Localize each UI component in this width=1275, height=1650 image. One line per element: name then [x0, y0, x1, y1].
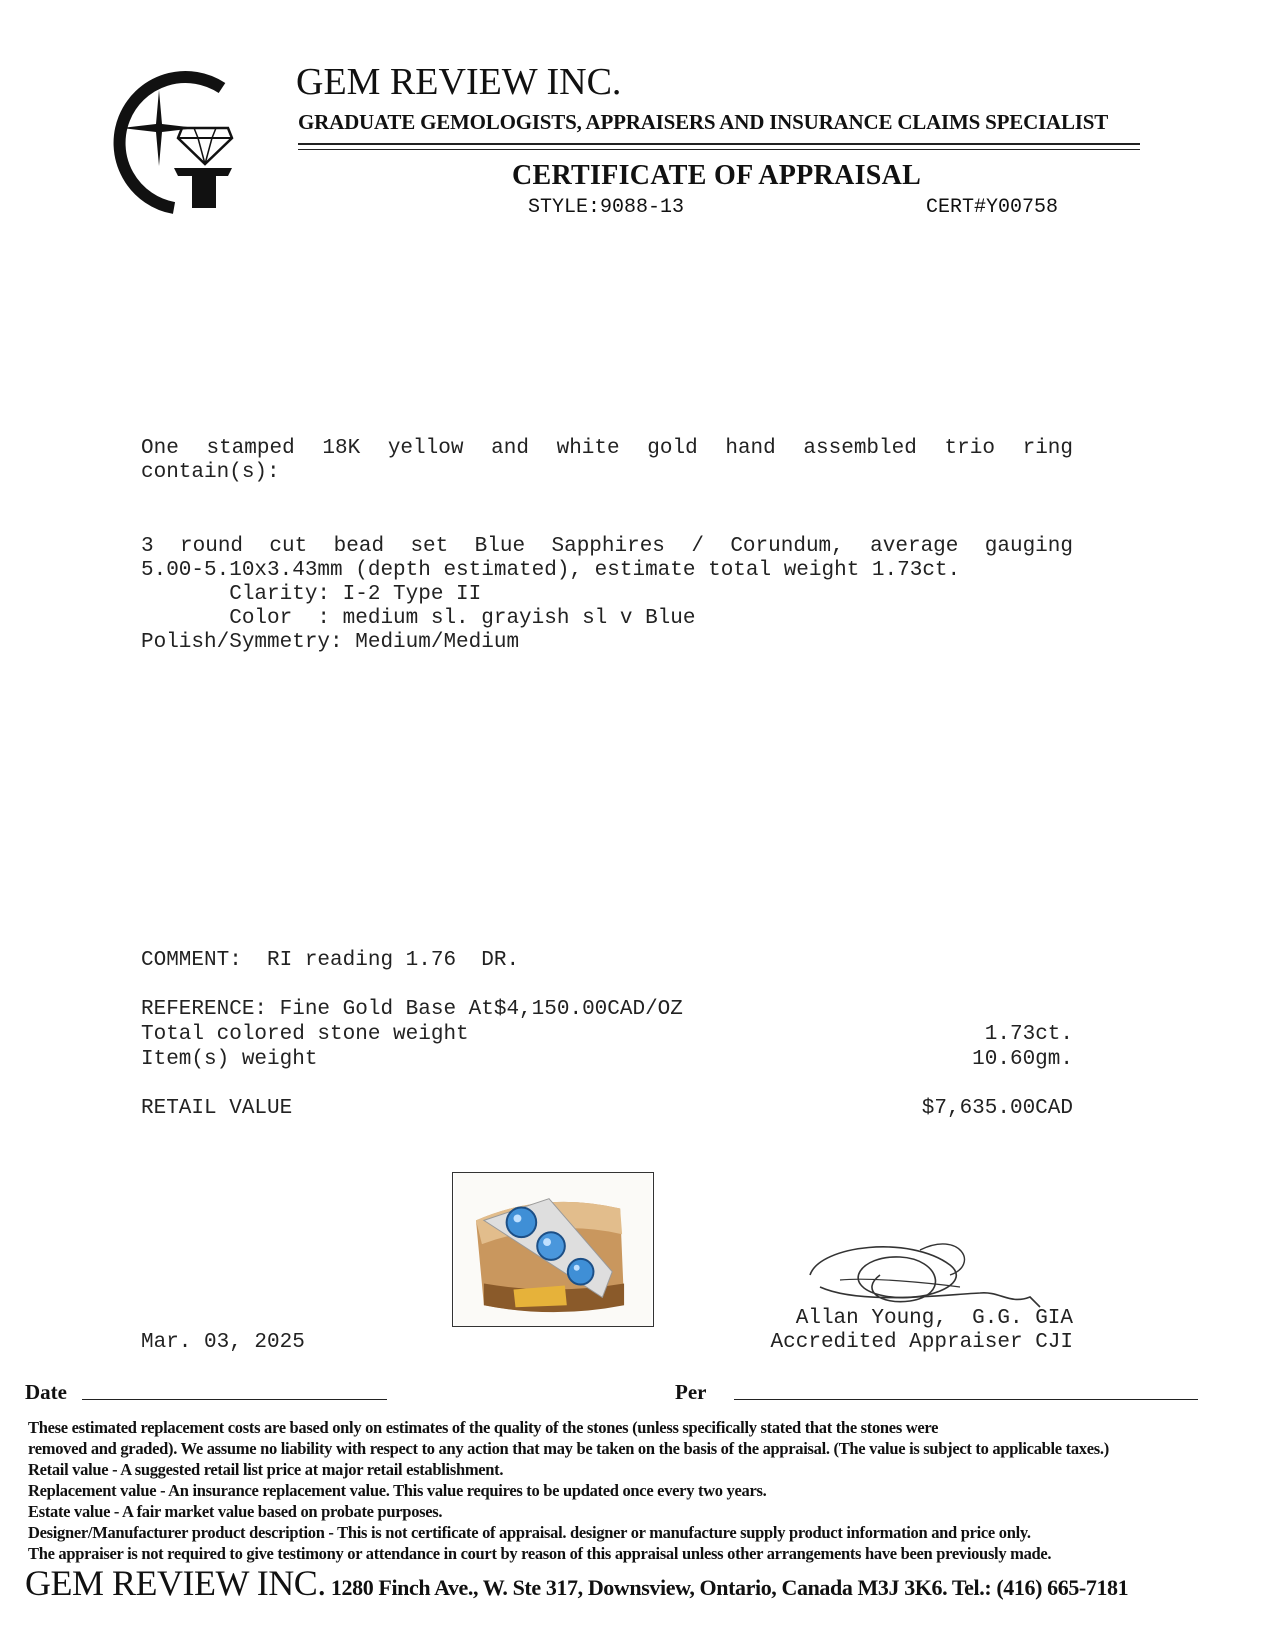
item-weight-value: 10.60gm.: [972, 1048, 1073, 1071]
disclaimer-line: These estimated replacement costs are based only on estimates of the quality of the stones (unless specifically stated that the stones were: [28, 1418, 939, 1437]
reference-line: REFERENCE: Fine Gold Base At$4,150.00CAD/OZ: [141, 998, 683, 1021]
retail-value-amount: $7,635.00CAD: [921, 1097, 1073, 1120]
diamond-icon: [178, 128, 232, 164]
footer-company-name: GEM REVIEW INC.: [25, 1563, 326, 1603]
retail-value-label: RETAIL VALUE: [141, 1097, 293, 1120]
style-number: STYLE:9088-13: [528, 196, 685, 219]
appraisal-date: Mar. 03, 2025: [141, 1331, 305, 1354]
disclaimer-line: Retail value - A suggested retail list price at major retail establishment.: [28, 1460, 504, 1479]
sapphire-icon: [537, 1232, 565, 1260]
comment-line: COMMENT: RI reading 1.76 DR.: [141, 949, 520, 972]
appraiser-credential: Accredited Appraiser CJI: [770, 1331, 1073, 1354]
date-signature-line: [82, 1399, 387, 1400]
disclaimer-line: Replacement value - An insurance replacement value. This value requires to be updated once every two years.: [28, 1481, 767, 1500]
cert-number: CERT#Y00758: [926, 196, 1059, 219]
header-rule: [298, 149, 1140, 150]
stone-weight-value: 1.73ct.: [984, 1023, 1073, 1046]
disclaimer-line: Estate value - A fair market value based on probate purposes.: [28, 1502, 443, 1521]
disclaimer-line: The appraiser is not required to give testimony or attendance in court by reason of this appraisal unless other arrangements have been previously made.: [28, 1544, 1052, 1563]
stones-line: 3 round cut bead set Blue Sapphires / Corundum, average gauging: [141, 535, 1073, 558]
per-label: Per: [675, 1380, 707, 1404]
disclaimer-line: Designer/Manufacturer product description - This is not certificate of appraisal. designer or manufacture supply product information and price only.: [28, 1523, 1031, 1542]
color-line: Color : medium sl. grayish sl v Blue: [141, 607, 696, 630]
sapphire-icon: [507, 1208, 537, 1238]
company-name: GEM REVIEW INC.: [296, 61, 622, 103]
sapphire-icon: [568, 1259, 594, 1285]
per-signature-line: [734, 1399, 1198, 1400]
clarity-line: Clarity: I-2 Type II: [141, 583, 482, 606]
company-logo: [104, 68, 244, 218]
description-line: contain(s):: [141, 461, 280, 484]
footer-address: 1280 Finch Ave., W. Ste 317, Downsview, Ontario, Canada M3J 3K6. Tel.: (416) 665-7181: [325, 1575, 1129, 1600]
polish-line: Polish/Symmetry: Medium/Medium: [141, 631, 520, 654]
description-line: One stamped 18K yellow and white gold hand assembled trio ring: [141, 437, 1073, 460]
stone-weight-label: Total colored stone weight: [141, 1023, 469, 1046]
company-tagline: GRADUATE GEMOLOGISTS, APPRAISERS AND INSURANCE CLAIMS SPECIALIST: [298, 110, 1109, 134]
appraiser-name: Allan Young, G.G. GIA: [795, 1307, 1073, 1330]
stones-line: 5.00-5.10x3.43mm (depth estimated), estimate total weight 1.73ct.: [141, 559, 961, 582]
footer: [25, 1562, 1128, 1604]
header-rule: [298, 143, 1140, 145]
date-label: Date: [25, 1380, 67, 1404]
ring-photo: [452, 1172, 654, 1327]
disclaimer-line: removed and graded). We assume no liability with respect to any action that may be taken on the basis of the appraisal. (The value is subject to applicable taxes.): [28, 1439, 1109, 1458]
item-weight-label: Item(s) weight: [141, 1048, 318, 1071]
certificate-title: CERTIFICATE OF APPRAISAL: [512, 160, 922, 191]
